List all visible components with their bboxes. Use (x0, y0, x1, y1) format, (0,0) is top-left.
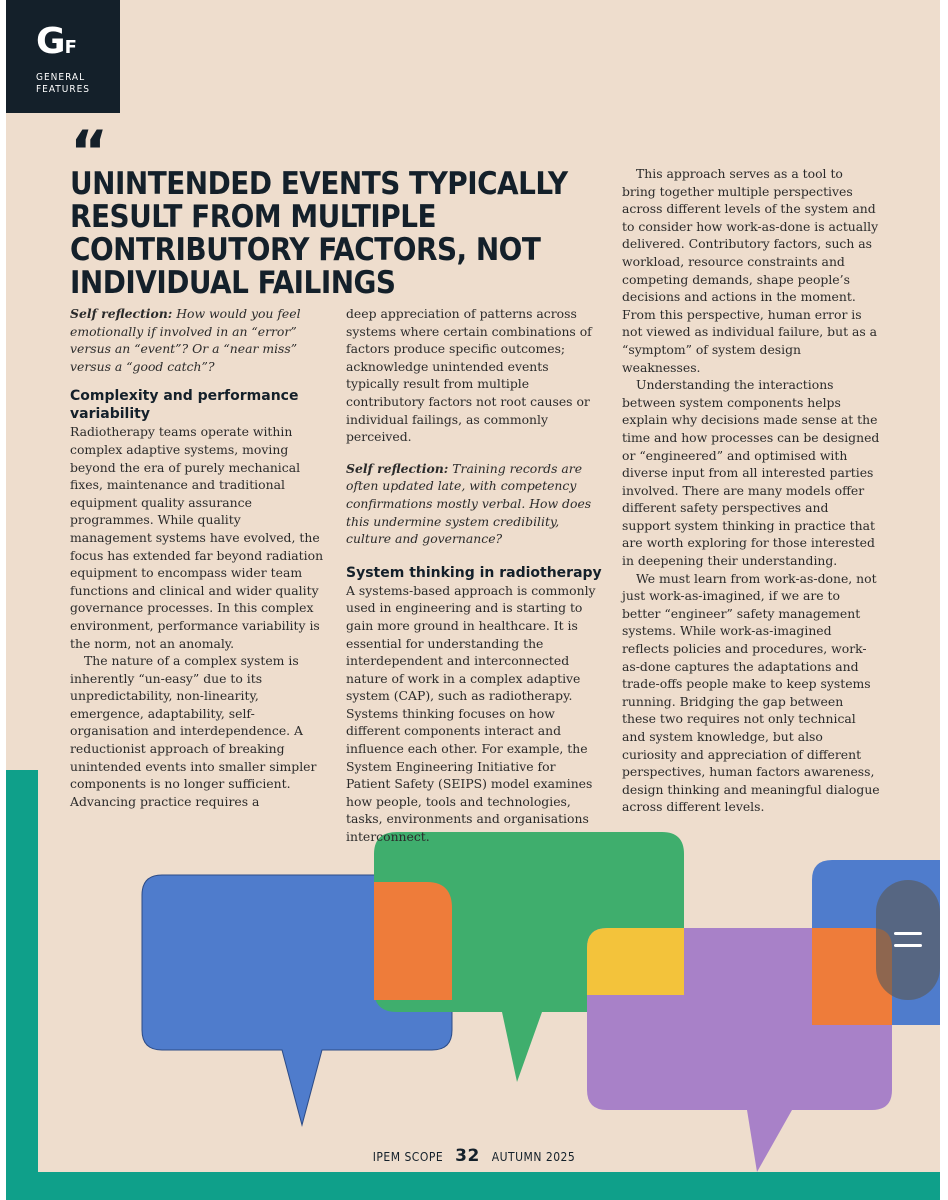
subheading-complexity: Complexity and performance variability (70, 388, 299, 423)
paragraph: A systems-based approach is commonly used in engineering and is starting to gain more ground in healthcare. It is essential for understanding the interdependent and interconnected nature of work in a complex adaptive system (CAP), such as radiotherapy. Systems thinking focuses on how different components interact and influence each other. For example, the System Engineering Initiative for Patient Safety (SEIPS) model examines how people, tools and technologies, tasks, environments and organisations interconnect. (346, 582, 596, 845)
issue-label: AUTUMN 2025 (491, 1150, 576, 1164)
page-footer (0, 1146, 948, 1166)
section-badge (6, 0, 120, 113)
paragraph: This approach serves as a tool to bring together multiple perspectives across different levels of the system and to consider how work-as-done is actually delivered. Contributory factors, such as workload, resource constraints and competing demands, shape people’s decisions and actions in the moment. From this perspective, human error is not viewed as individual failure, but as a “symptom” of system design weaknesses. (622, 166, 879, 375)
article-headline: UNINTENDED EVENTS TYPICALLY RESULT FROM MULTIPLE CONTRIBUTORY FACTORS, NOT INDIVIDUAL FAILINGS (70, 166, 568, 301)
speech-bubbles-illustration (12, 820, 940, 1180)
page-number: 32 (455, 1146, 480, 1166)
text-column-2 (346, 305, 602, 846)
subheading-system-thinking: System thinking in radiotherapy (346, 564, 602, 581)
paragraph: Radiotherapy teams operate within complex adaptive systems, moving beyond the era of purely mechanical fixes, maintenance and traditional equipment quality assurance programmes. While quality management systems have evolved, the focus has extended far beyond radiation equipment to encompass wider team functions and clinical and wider quality governance processes. In this complex environment, performance variability is the norm, not an anomaly. (70, 424, 324, 651)
orange-overlap (374, 882, 452, 1000)
section-logo: GF (36, 21, 76, 62)
teal-side-bar (6, 770, 38, 1200)
section-label: GENERAL FEATURES (36, 72, 90, 95)
quote-mark: “ (70, 118, 109, 186)
hamburger-menu-icon[interactable] (876, 880, 940, 1000)
self-reflection-2: Self reflection: Training records are often updated late, with competency confirmations mostly verbal. How does this undermine system credibility, culture and governance? (346, 460, 592, 547)
paragraph: deep appreciation of patterns across systems where certain combinations of factors produce specific outcomes; acknowledge unintended events typically result from multiple contributory factors not root causes or individual failings, as commonly perceived. (346, 306, 592, 445)
publication-name: IPEM SCOPE (372, 1150, 444, 1164)
text-column-1 (70, 305, 325, 810)
text-column-3 (622, 165, 880, 816)
yellow-overlap (587, 928, 684, 995)
self-reflection-1: Self reflection: How would you feel emotionally if involved in an “error” versus an “event”? Or a “near miss” versus a “good catch”? (70, 306, 301, 374)
teal-bottom-bar (6, 1172, 940, 1200)
paragraph: The nature of a complex system is inherently “un-easy” due to its unpredictability, non-linearity, emergence, adaptability, self-organisation and interdependence. A reductionist approach of breaking unintended events into smaller simpler components is no longer sufficient. Advancing practice requires a (70, 653, 317, 809)
paragraph: Understanding the interactions between system components helps explain why decisions made sense at the time and how processes can be designed or “engineered” and optimised with diverse input from all interested parties involved. There are many models offer different safety perspectives and support system thinking in practice that are worth exploring for those interested in deepening their understanding. (622, 377, 880, 569)
paragraph: We must learn from work-as-done, not just work-as-imagined, if we are to better “engineer” safety management systems. While work-as-imagined reflects policies and procedures, work-as-done captures the adaptations and trade-offs people make to keep systems running. Bridging the gap between these two requires not only technical and system knowledge, but also curiosity and appreciation of different perspectives, human factors awareness, design thinking and meaningful dialogue across different levels. (622, 570, 880, 815)
